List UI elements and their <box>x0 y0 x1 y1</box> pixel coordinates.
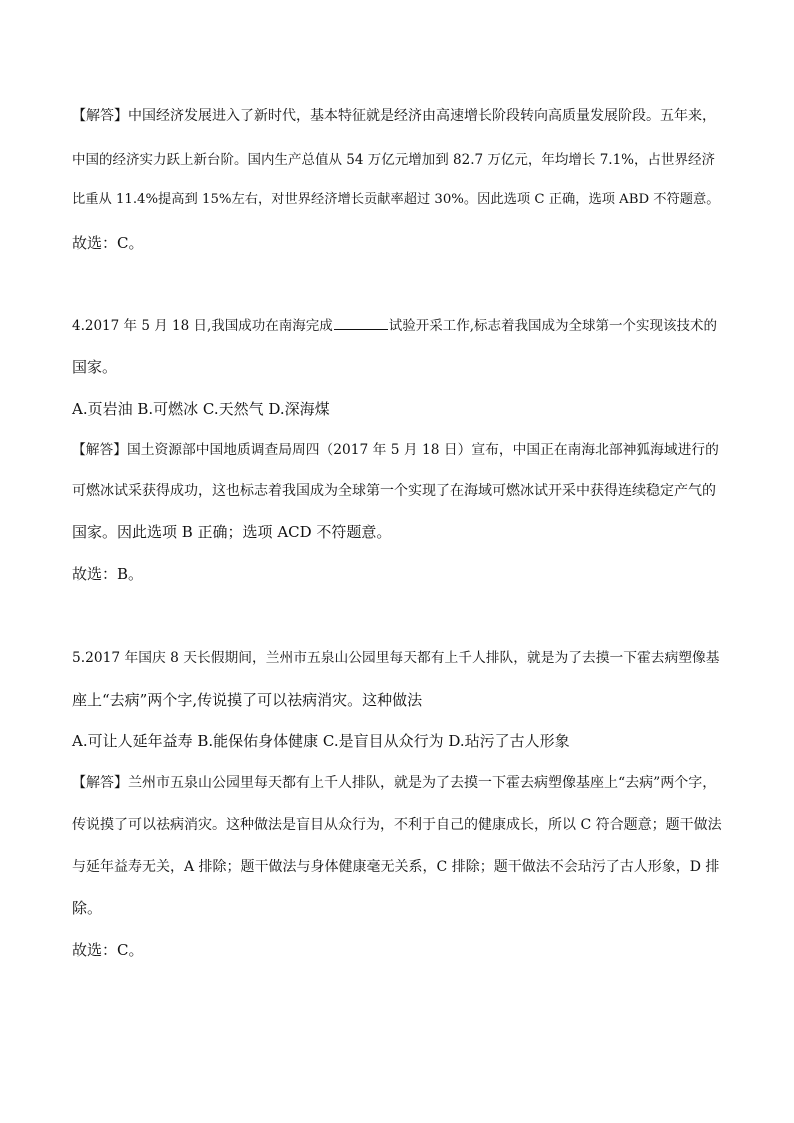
q4-question-after-blank: 试验开采工作,标志着我国成为全球第一个实现该技术的 <box>388 318 718 334</box>
q4-options: A.页岩油 B.可燃冰 C.天然气 D.深海煤 <box>72 400 330 418</box>
q4-answer-blank <box>334 315 388 330</box>
q3-choice: 故选：C。 <box>72 234 144 252</box>
q5-choice: 故选：C。 <box>72 941 144 959</box>
q4-answer-line-2: 可燃冰试采获得成功，这也标志着我国成为全球第一个实现了在海域可燃冰试开采中获得连续稳定产气的 <box>72 483 716 499</box>
q4-question-line-2: 国家。 <box>72 358 118 376</box>
q5-answer-line-3: 与延年益寿无关，A 排除；题干做法与身体健康毫无关系，C 排除；题干做法不会玷污了古人形象，D 排 <box>72 859 720 875</box>
q3-answer-line-2: 中国的经济实力跃上新台阶。国内生产总值从 54 万亿元增加到 82.7 万亿元，年均增长 7.1%，占世界经济 <box>72 152 715 168</box>
q4-answer-line-1: 【解答】国土资源部中国地质调查局周四（2017 年 5 月 18 日）宣布，中国正在南海北部神狐海域进行的 <box>72 442 719 458</box>
q5-question-line-1: 5.2017 年国庆 8 天长假期间，兰州市五泉山公园里每天都有上千人排队，就是为了去摸一下霍去病塑像基 <box>72 650 720 666</box>
q4-question-before-blank: 4.2017 年 5 月 18 日,我国成功在南海完成 <box>72 318 333 334</box>
q4-answer-line-3: 国家。因此选项 B 正确；选项 ACD 不符题意。 <box>72 523 392 541</box>
q5-question-line-2: 座上“去病”两个字,传说摸了可以祛病消灾。这种做法 <box>72 691 423 709</box>
q5-answer-line-1: 【解答】兰州市五泉山公园里每天都有上千人排队，就是为了去摸一下霍去病塑像基座上“去病”两个字， <box>72 775 717 791</box>
q3-answer-line-1: 【解答】中国经济发展进入了新时代，基本特征就是经济由高速增长阶段转向高质量发展阶段。五年来， <box>72 108 716 124</box>
q5-options: A.可让人延年益寿 B.能保佑身体健康 C.是盲目从众行为 D.玷污了古人形象 <box>72 732 570 750</box>
q5-answer-line-4: 除。 <box>72 899 103 917</box>
q3-answer-line-3: 比重从 11.4%提高到 15%左右，对世界经济增长贡献率超过 30%。因此选项 C 正确，选项 ABD 不符题意。 <box>72 192 720 207</box>
q4-question-line-1 <box>72 315 724 336</box>
q5-answer-line-2: 传说摸了可以祛病消灾。这种做法是盲目从众行为，不利于自己的健康成长，所以 C 符合题意；题干做法 <box>72 817 722 833</box>
q4-choice: 故选：B。 <box>72 565 144 583</box>
